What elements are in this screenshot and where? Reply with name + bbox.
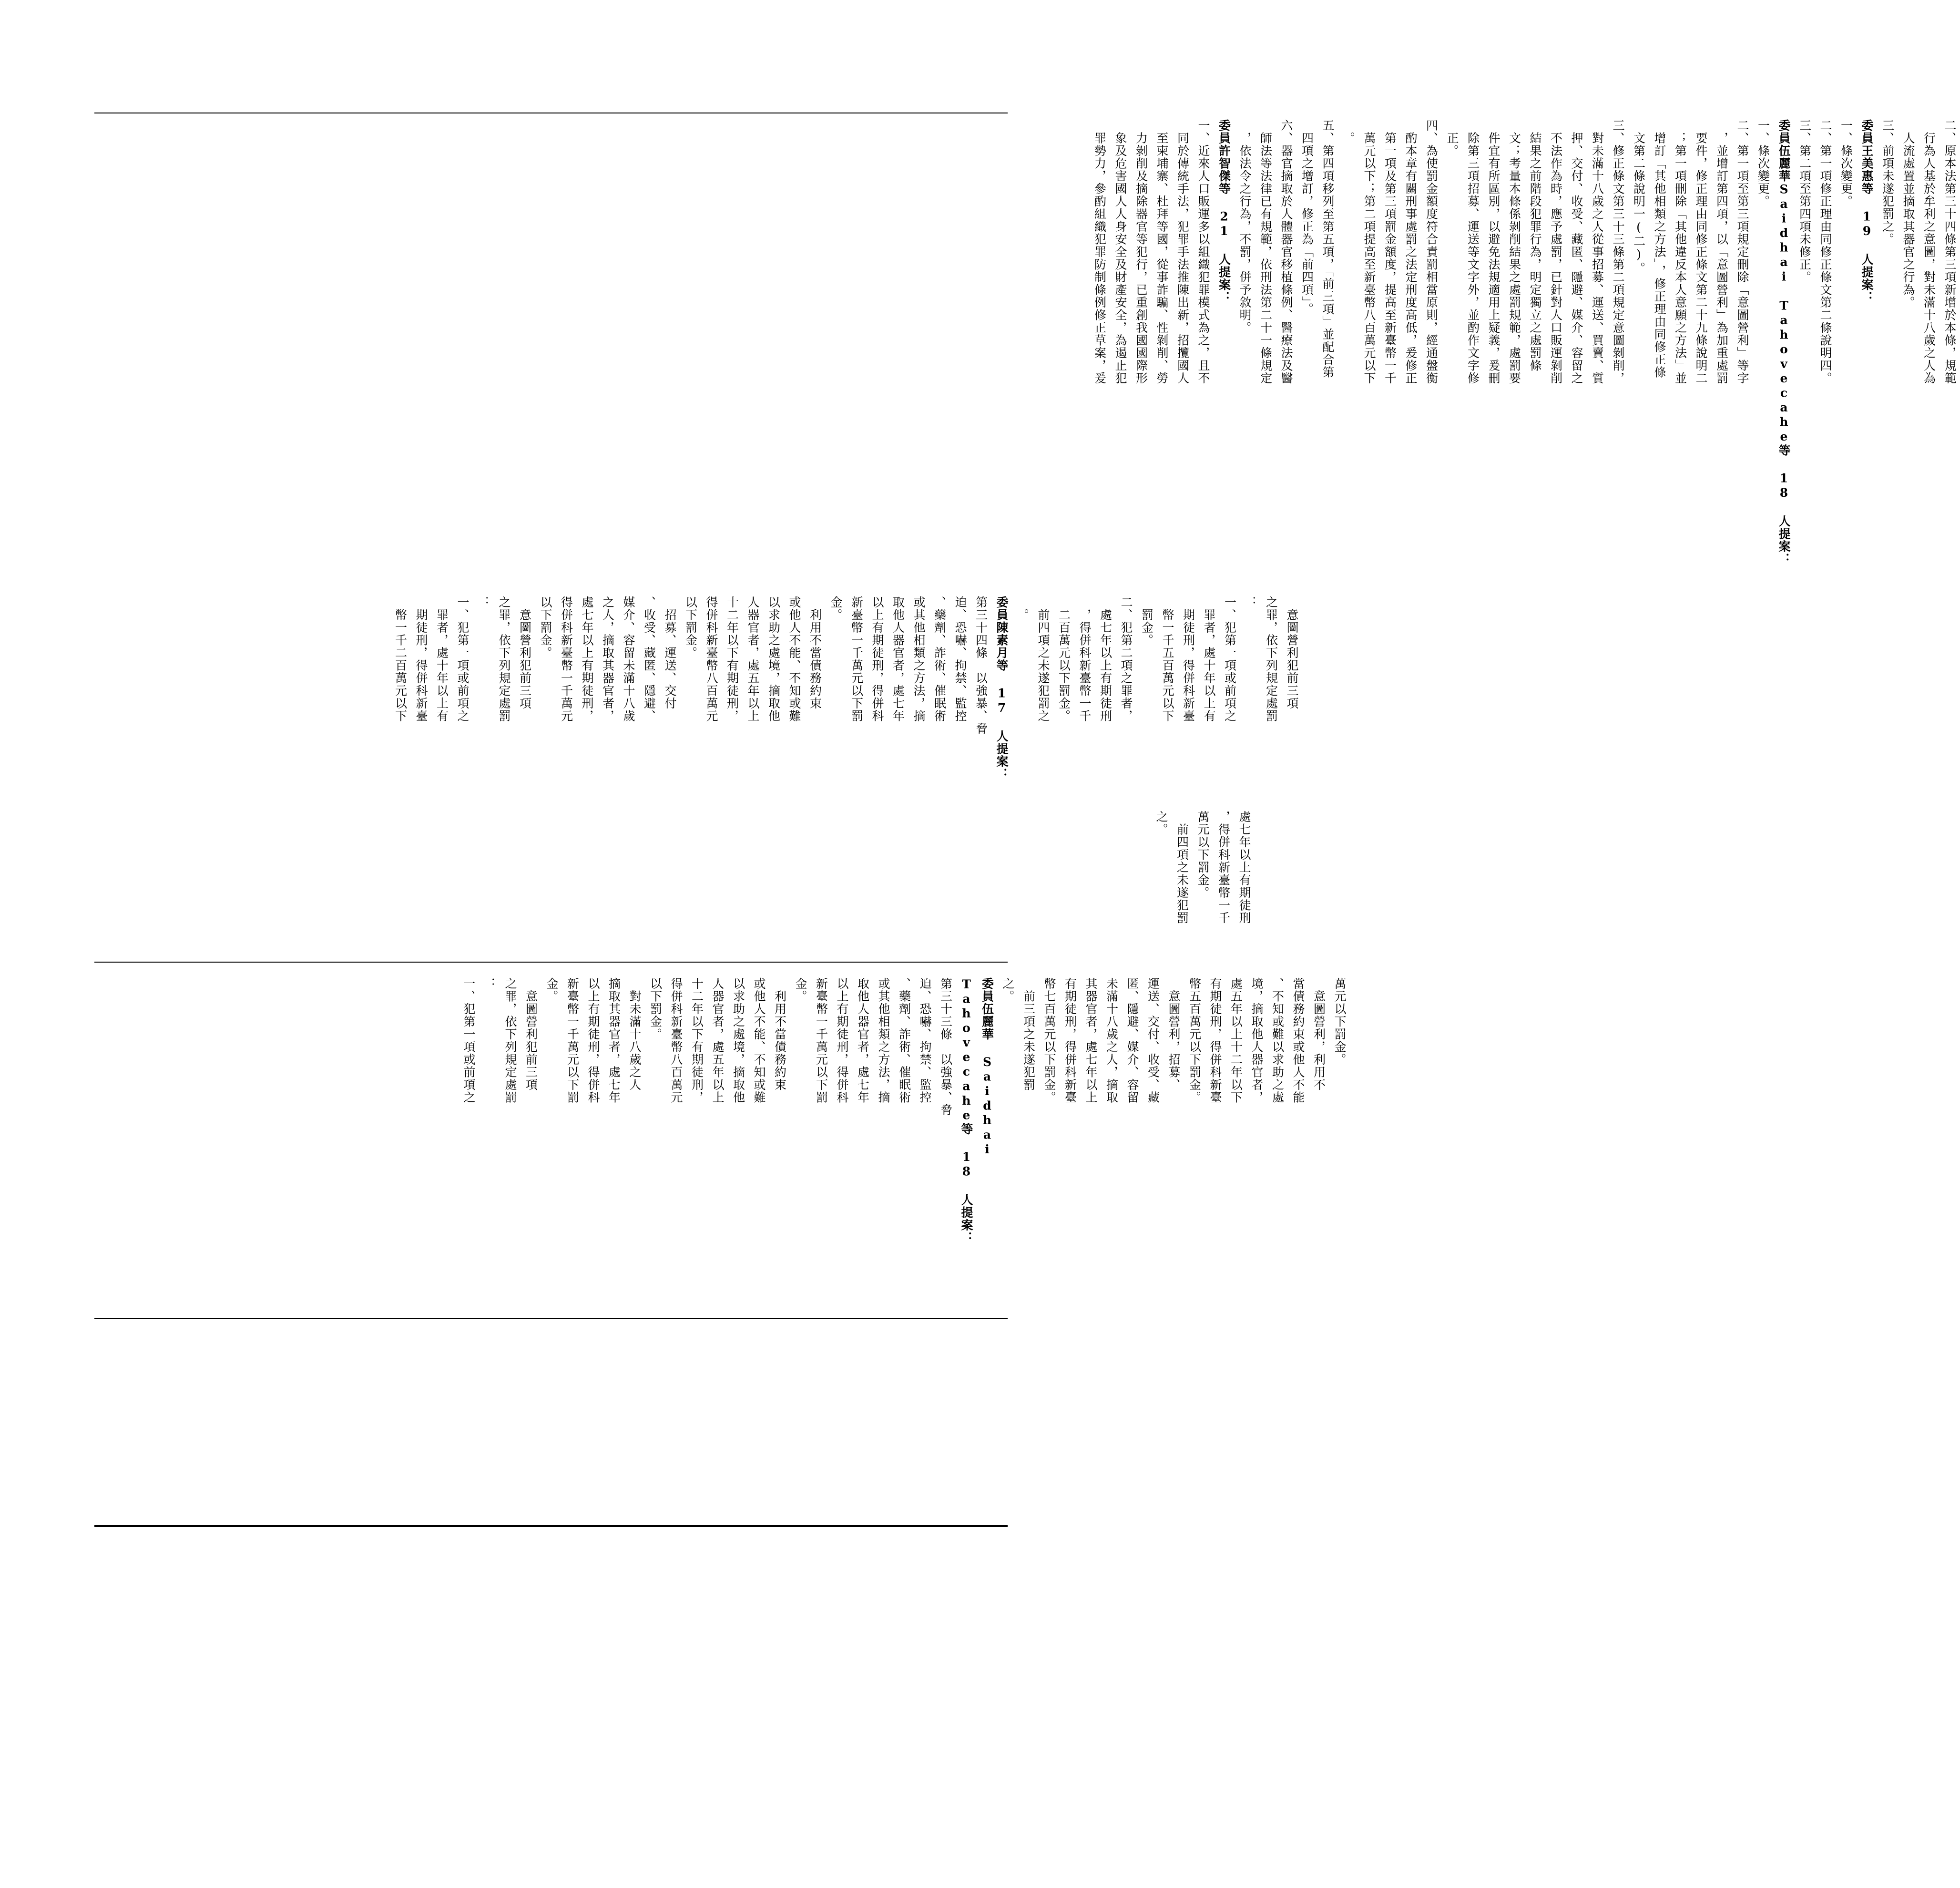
text-line: 處五年以上十二年以下	[1225, 977, 1246, 1888]
text-line: 委員伍麗華 Saidhai	[977, 977, 998, 1888]
text-line: 金。	[541, 977, 562, 1888]
text-line: 境，摘取他人器官者，	[1246, 977, 1267, 1888]
text-line: 或他人不能、不知或難	[784, 596, 805, 1507]
right-column	[109, 114, 1007, 458]
text-line: 力剝削及摘除器官等犯行，已重創我國國際形	[1131, 119, 1152, 1030]
text-line: 一、近來人口販運多以組織犯罪模式為之，且不	[1193, 119, 1214, 1030]
text-line: 同於傳統手法，犯罪手法推陳出新，招攬國人	[1172, 119, 1193, 1030]
text-line: 委員許智傑等 21 人提案：	[1214, 119, 1235, 1030]
text-line: 十二年以下有期徒刑，	[686, 977, 707, 1888]
text-line: 以求助之處境，摘取他	[763, 596, 784, 1507]
text-line: 前三項之未遂犯罰	[1018, 977, 1039, 1888]
text-line: 一、犯第一項或前項之	[1219, 596, 1240, 1507]
text-line: 取他人器官者，處七年	[888, 596, 909, 1507]
text-line: 幣一千二百萬元以下	[390, 596, 411, 1507]
text-line: 不法作為時，應予處罰，已針對人口販運剝削	[1545, 119, 1566, 1030]
text-line: 前四項之未遂犯罰	[1172, 811, 1193, 1721]
text-line: 一、犯第一項或前項之	[452, 596, 473, 1507]
text-line: 罪者，處十年以上有	[431, 596, 452, 1507]
text-line: 金。	[826, 596, 847, 1507]
text-line: 十二年以下有期徒刑，	[722, 596, 743, 1507]
text-line: 有期徒刑，得併科新臺	[1205, 977, 1226, 1888]
text-line: 第一項及第三項罰金額度，提高至新臺幣一千	[1379, 119, 1400, 1030]
text-line: 其器官者，處七年以上	[1081, 977, 1102, 1888]
text-line: 金。	[790, 977, 811, 1888]
text-line: 新臺幣一千萬元以下罰	[846, 596, 867, 1507]
text-line: 二、原本法第三十四條第三項新增於本條，規範	[1940, 119, 1960, 1030]
text-line: 得併科新臺幣一千萬元	[556, 596, 577, 1507]
text-line: 之罪，依下列規定處罰	[500, 977, 521, 1888]
text-line: 當債務約束或他人不能	[1288, 977, 1309, 1888]
text-line: 、收受、藏匿、隱避、	[639, 596, 660, 1507]
text-line: 取他人器官者，處七年	[852, 977, 873, 1888]
text-line: 意圖營利犯前三項	[521, 977, 541, 1888]
text-line: 處七年以上有期徒刑，	[577, 596, 598, 1507]
text-line: 三、第二項至第四項未修正。	[1794, 119, 1815, 1030]
text-line: 一、條次變更。	[1753, 119, 1774, 1030]
text-line: 摘取其器官者，處七年	[603, 977, 624, 1888]
text-line: 匿、隱避、媒介、容留	[1122, 977, 1143, 1888]
text-line: 意圖營利，招募、	[1164, 977, 1184, 1888]
text-line: 或其他相類之方法，摘	[909, 596, 929, 1507]
text-line: 一、犯第一項或前項之	[459, 977, 480, 1888]
text-line: 師法等法律已有規範，依刑法第二十一條規定	[1255, 119, 1276, 1030]
text-line: 三、前項未遂犯罰之。	[1877, 119, 1898, 1030]
text-line: 以上有期徒刑，得併科	[867, 596, 888, 1507]
text-line: 前四項之未遂犯罰之	[1033, 596, 1054, 1507]
text-line: 結果之前階段犯罪行為，明定獨立之處罰條	[1525, 119, 1546, 1030]
text-line: 意圖營利犯前三項	[1282, 596, 1303, 1507]
text-line: 以上有期徒刑，得併科	[583, 977, 604, 1888]
text-line: 萬元以下罰金。	[1193, 811, 1214, 1721]
text-line: 。	[1012, 596, 1033, 1507]
text-line: 二百萬元以下罰金。	[1053, 596, 1074, 1507]
text-line: 人器官者，處五年以上	[743, 596, 764, 1507]
text-line: 幣七百萬元以下罰金。	[1039, 977, 1060, 1888]
text-line: 以下罰金。	[680, 596, 701, 1507]
text-line: 、藥劑、詐術、催眠術	[894, 977, 915, 1888]
text-line: 押、交付、收受、藏匿、隱避、媒介、容留之	[1566, 119, 1587, 1030]
text-line: 罪者，處十年以上有	[1199, 596, 1220, 1507]
text-line: 委員王美惠等 19 人提案：	[1857, 119, 1878, 1030]
text-line: 意圖營利犯前三項	[514, 596, 535, 1507]
text-line: 利用不當債務約束	[769, 977, 790, 1888]
text-line: 要件，修正理由同修正條文第二十九條說明二	[1691, 119, 1712, 1030]
text-line: 至柬埔寨、杜拜等國，從事詐騙、性剝削、勞	[1152, 119, 1173, 1030]
text-line: 人流處置並摘取其器官之行為。	[1898, 119, 1919, 1030]
left-column-text	[1007, 977, 1350, 1888]
text-line: ；第一項刪除「其他違反本人意願之方法」並	[1670, 119, 1691, 1030]
text-line: 招募、運送、交付	[660, 596, 681, 1507]
text-line: 以求助之處境，摘取他	[728, 977, 749, 1888]
text-line: 之罪，依下列規定處罰	[1261, 596, 1282, 1507]
text-line: 委員陳素月等 17 人提案：	[991, 596, 1012, 1507]
text-line: 件宜有所區別，以避免法規適用上疑義，爰刪	[1483, 119, 1504, 1030]
text-line: 萬元以下；第二項提高至新臺幣八百萬元以下	[1359, 119, 1380, 1030]
text-line: 委員伍麗華Saidhai Tahovecahe等 18 人提案：	[1774, 119, 1795, 1030]
text-line: 迫、恐嚇、拘禁、監控	[950, 596, 971, 1507]
text-line: 運送、交付、收受、藏	[1143, 977, 1164, 1888]
text-line: 二、犯第二項之罪者，	[1116, 596, 1137, 1507]
text-line: 未滿十八歲之人，摘取	[1101, 977, 1122, 1888]
text-line: 、不知或難以求助之處	[1267, 977, 1288, 1888]
text-line: 有期徒刑，得併科新臺	[1060, 977, 1081, 1888]
text-line: 期徒刑，得併科新臺	[1178, 596, 1199, 1507]
text-line: 增訂「其他相類之方法」，修正理由同修正條	[1649, 119, 1670, 1030]
text-line: 萬元以下罰金。	[1329, 977, 1350, 1888]
text-line: 一、條次變更。	[1836, 119, 1857, 1030]
text-line: 四、為使罰金額度符合責罰相當原則，經通盤衡	[1421, 119, 1442, 1030]
text-line: 以下罰金。	[645, 977, 666, 1888]
text-line: 。	[1338, 119, 1359, 1030]
text-line: ：	[1240, 596, 1261, 1507]
text-line: 五、第四項移列至第五項，「前三項」並配合第	[1317, 119, 1338, 1030]
text-line: 期徒刑，得併科新臺	[411, 596, 432, 1507]
text-line: 或其他相類之方法，摘	[873, 977, 894, 1888]
text-line: 之人，摘取其器官者，	[597, 596, 618, 1507]
text-line: 得併科新臺幣八百萬元	[666, 977, 687, 1888]
text-line: ：	[473, 596, 494, 1507]
text-line: 象及危害國人人身安全及財產安全，為遏止犯	[1110, 119, 1131, 1030]
text-line: 除第三項招募、運送等文字外，並酌作文字修	[1462, 119, 1483, 1030]
text-line: 處七年以上有期徒刑	[1095, 596, 1116, 1507]
text-line: 得併科新臺幣八百萬元	[701, 596, 722, 1507]
text-line: 文第二條說明一(二)。	[1628, 119, 1649, 1030]
text-line: ：	[479, 977, 500, 1888]
text-line: 幣五百萬元以下罰金。	[1184, 977, 1205, 1888]
text-line: 六、器官摘取於人體器官移植條例、醫療法及醫	[1276, 119, 1297, 1030]
text-line: 對未滿十八歲之人	[624, 977, 645, 1888]
text-line: 之罪，依下列規定處罰	[494, 596, 515, 1507]
text-line: 正。	[1442, 119, 1463, 1030]
text-line: 迫、恐嚇、拘禁、監控	[915, 977, 936, 1888]
text-line: 之。	[1151, 811, 1172, 1721]
text-line: 行為人基於牟利之意圖，對未滿十八歲之人為	[1919, 119, 1940, 1030]
text-line: ，得併科新臺幣一千	[1213, 811, 1234, 1721]
text-line: ，並增訂第四項，以「意圖營利」為加重處罰	[1711, 119, 1732, 1030]
text-line: 對未滿十八歲之人從事招募、運送、買賣、質	[1587, 119, 1608, 1030]
text-line: 第三十三條 以強暴、脅	[935, 977, 956, 1888]
text-line: 、藥劑、詐術、催眠術	[929, 596, 950, 1507]
text-line: 之。	[998, 977, 1019, 1888]
text-line: 四項之增訂，修正為「前四項」。	[1296, 119, 1317, 1030]
text-line: 以下罰金。	[535, 596, 556, 1507]
text-line: 人器官者，處五年以上	[707, 977, 728, 1888]
text-line: 媒介、容留未滿十八歲	[618, 596, 639, 1507]
text-line: 利用不當債務約束	[805, 596, 826, 1507]
text-line: 文；考量本條係剝削結果之處罰規範，處罰要	[1504, 119, 1525, 1030]
text-line: 以上有期徒刑，得併科	[832, 977, 853, 1888]
text-line: 罰金。	[1136, 596, 1157, 1507]
text-line: 幣一千五百萬元以下	[1157, 596, 1178, 1507]
text-line: ，得併科新臺幣一千	[1074, 596, 1095, 1507]
text-line: 或他人不能、不知或難	[749, 977, 770, 1888]
text-line: ，依法令之行為，不罰，併予敘明。	[1235, 119, 1256, 1030]
text-line: 意圖營利，利用不	[1308, 977, 1329, 1888]
text-line: 新臺幣一千萬元以下罰	[811, 977, 832, 1888]
text-line: 新臺幣一千萬元以下罰	[562, 977, 583, 1888]
text-line: 三、修正條文第三十三條第二項規定意圖剝削，	[1608, 119, 1629, 1030]
text-line: 二、第一項至第三項規定刪除「意圖營利」等字	[1732, 119, 1753, 1030]
text-line: 二、第一項修正理由同修正條文第二條說明四。	[1815, 119, 1836, 1030]
text-line: 處七年以上有期徒刑	[1234, 811, 1255, 1721]
text-line: 第三十四條 以強暴、脅	[970, 596, 991, 1507]
text-line: 罪勢力，參酌組織犯罪防制條例修正草案，爰	[1089, 119, 1110, 1030]
text-line: 酌本章有關刑事處罰之法定刑度高低，爰修正	[1400, 119, 1421, 1030]
text-line: Tahovecahe等 18 人提案：	[956, 977, 977, 1888]
